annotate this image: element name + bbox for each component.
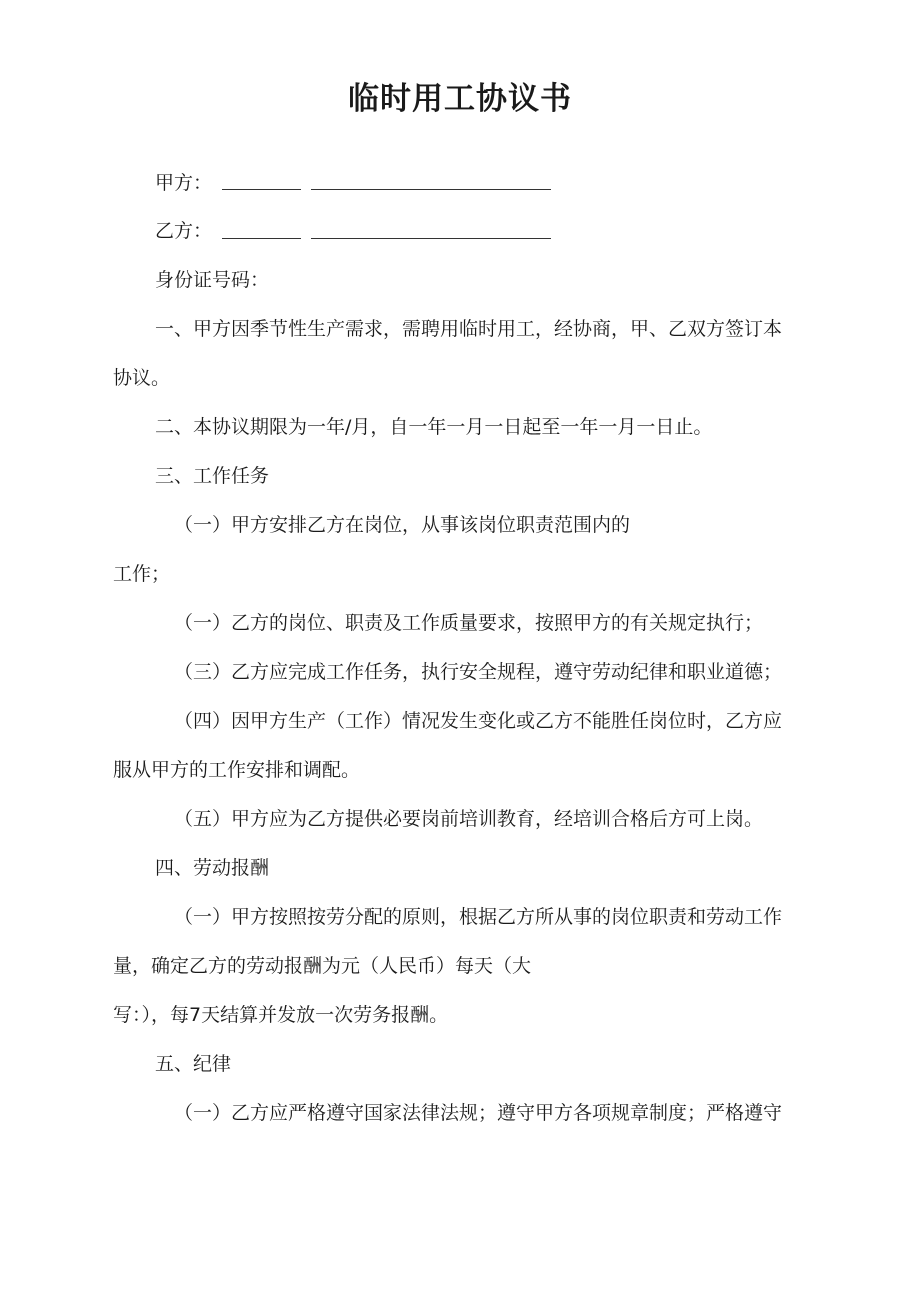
paragraph-line: 工作；: [113, 563, 171, 585]
party-a-label: 甲方：: [155, 172, 213, 194]
party-b-label: 乙方：: [155, 220, 213, 242]
paragraph-line: （一）甲方安排乙方在岗位，从事该岗位职责范围内的: [174, 514, 631, 536]
party-b-blank-long: [311, 238, 551, 239]
section-heading: 五、纪律: [155, 1053, 232, 1075]
party-a-blank-short: [222, 189, 301, 190]
document-title: 临时用工协议书: [348, 81, 572, 117]
paragraph-line: 二、本协议期限为一年/月，自一年一月一日起至一年一月一日止。: [155, 416, 713, 438]
paragraph-line: 服从甲方的工作安排和调配。: [113, 759, 361, 781]
party-a-blank-long: [311, 189, 551, 190]
paragraph-line: 写：），每7天结算并发放一次劳务报酬。: [113, 1004, 449, 1026]
paragraph-line: （一）乙方的岗位、职责及工作质量要求，按照甲方的有关规定执行；: [174, 612, 764, 634]
paragraph-line: （一）甲方按照按劳分配的原则，根据乙方所从事的岗位职责和劳动工作: [174, 906, 783, 928]
section-heading: 三、工作任务: [155, 465, 270, 487]
section-heading: 四、劳动报酬: [155, 857, 270, 879]
paragraph-line: 一、甲方因季节性生产需求，需聘用临时用工，经协商，甲、乙双方签订本: [155, 318, 783, 340]
paragraph-line: （五）甲方应为乙方提供必要岗前培训教育，经培训合格后方可上岗。: [174, 808, 764, 830]
paragraph-line: （三）乙方应完成工作任务，执行安全规程，遵守劳动纪律和职业道德；: [174, 661, 783, 683]
paragraph-line: 量，确定乙方的劳动报酬为元（人民币）每天（大: [113, 955, 532, 977]
paragraph-line: （四）因甲方生产（工作）情况发生变化或乙方不能胜任岗位时，乙方应: [174, 710, 783, 732]
paragraph-line: 协议。: [113, 367, 171, 389]
id-number-label: 身份证号码：: [155, 269, 270, 291]
paragraph-line: （一）乙方应严格遵守国家法律法规；遵守甲方各项规章制度；严格遵守: [174, 1102, 783, 1124]
party-b-blank-short: [222, 238, 301, 239]
